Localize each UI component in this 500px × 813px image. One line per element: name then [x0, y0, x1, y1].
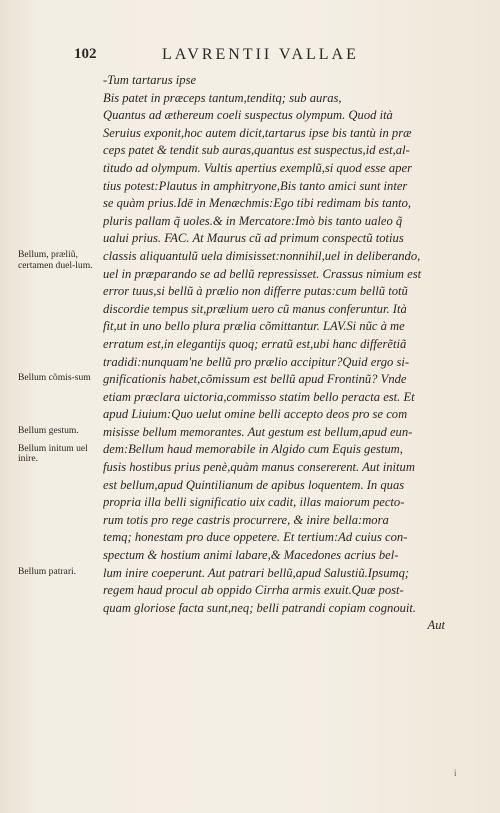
footer-mark: i: [454, 768, 457, 778]
text-line: gnificationis habet,cõmissum est bellũ apud Frontinũ? Vnde: [103, 372, 407, 387]
text-line: spectum & hostium animi labare,& Macedones acrius bel-: [103, 548, 399, 563]
text-line: temq; honestam pro duce oppetere. Et tertium:Ad cuius con-: [103, 530, 408, 545]
text-line: etiam præclara uictoria,commisso statim bello peracta est. Et: [103, 389, 415, 404]
text-line: ceps patet & tendit sub auras,quantus est suspectus,id est,al-: [103, 143, 410, 158]
text-line: pluris pallam q̃ uoles.& in Mercatore:Imò bis tanto ualeo q̃: [103, 213, 403, 228]
text-line: error tuus,si bellũ à prælio non differre putas:cum bellũ totũ: [103, 284, 408, 299]
text-line: erratum est,in elegantijs quoq; erratũ est,ubi hanc differẽtiã: [103, 336, 407, 351]
margin-note: Bellum, præliũ, certamen duel-lum.: [18, 249, 93, 271]
running-title: LAVRENTII VALLAE: [162, 46, 359, 63]
margin-note: Bellum gestum.: [18, 425, 79, 436]
text-line: lum inire coeperunt. Aut patrari bellũ,apud Salustiũ.Ipsumq;: [103, 565, 410, 580]
text-line: est bellum,apud Quintilianum de apibus loquentem. In quas: [103, 477, 405, 492]
text-line: rum totis pro rege castris procurrere, & inire bella:mora: [103, 512, 389, 527]
text-line: propria illa belli significatio uix cadit, illas maiorum pecto-: [103, 495, 405, 510]
text-line: discordie tempus sit,prælium uero cũ manus conferuntur. Ità: [103, 301, 407, 316]
text-line: ualui prius. FAC. At Maurus cũ ad primum conspectũ totius: [103, 231, 404, 246]
text-line: se quàm prius.Idē in Menæchmis:Ego tibi redimam bis tanto,: [103, 196, 412, 211]
text-line: Bis patet in præceps tantum,tenditq; sub auras,: [103, 90, 342, 105]
margin-note: Bellum initum uel inire.: [18, 442, 88, 465]
page-header: [74, 46, 444, 68]
text-line: regem haud procul ab oppido Cirrha armis exuit.Quæ post-: [103, 583, 404, 598]
text-line: titudo ad olympum. Vultis apertius exemplũ,si quod esse aper: [103, 160, 412, 175]
text-line: Quantus ad æthereum coeli suspectus olympum. Quod ità: [103, 108, 393, 123]
text-line: apud Liuium:Quo uelut omine belli accepto deos pro se com: [103, 407, 408, 422]
text-line: dem:Bellum haud memorabile in Algido cum Equis gestum,: [103, 442, 403, 457]
text-line: fusis hostibus prius penè,quàm manus consererent. Aut initum: [103, 460, 415, 475]
text-line: -Tum tartarus ipse: [103, 73, 197, 87]
text-line: Seruius exponit,hoc autem dicit,tartarus ipse bis tantù in præ: [103, 125, 412, 140]
text-line: misisse bellum memorantes. Aut gestum est bellum,apud eun-: [103, 424, 413, 439]
text-line: quam gloriose facta sunt,neq; belli patrandi copiam cognouit.: [103, 600, 417, 615]
text-line: tius potest:Plautus in amphitryone,Bis tanto amici sunt inter: [103, 178, 408, 193]
text-line: classis aliquantulũ uela dimisisset:nonnihil,uel in deliberando,: [103, 248, 421, 263]
text-line: uel in præparando se ad bellũ repressisset. Crassus nimium est: [103, 266, 422, 281]
page-number: 102: [74, 46, 97, 62]
catchword: Aut: [427, 618, 445, 633]
margin-note: Bellum patrari.: [18, 565, 77, 577]
main-text-block: [103, 72, 445, 635]
text-line: fit,ut in uno bello plura prælia cõmittantur. LAV.Si nũc à me: [103, 319, 405, 334]
text-line: tradidi:nunquam'ne bellũ pro prælio accipitur?Quid ergo si-: [103, 354, 410, 369]
margin-note: Bellum cõmis-sum: [18, 372, 91, 384]
